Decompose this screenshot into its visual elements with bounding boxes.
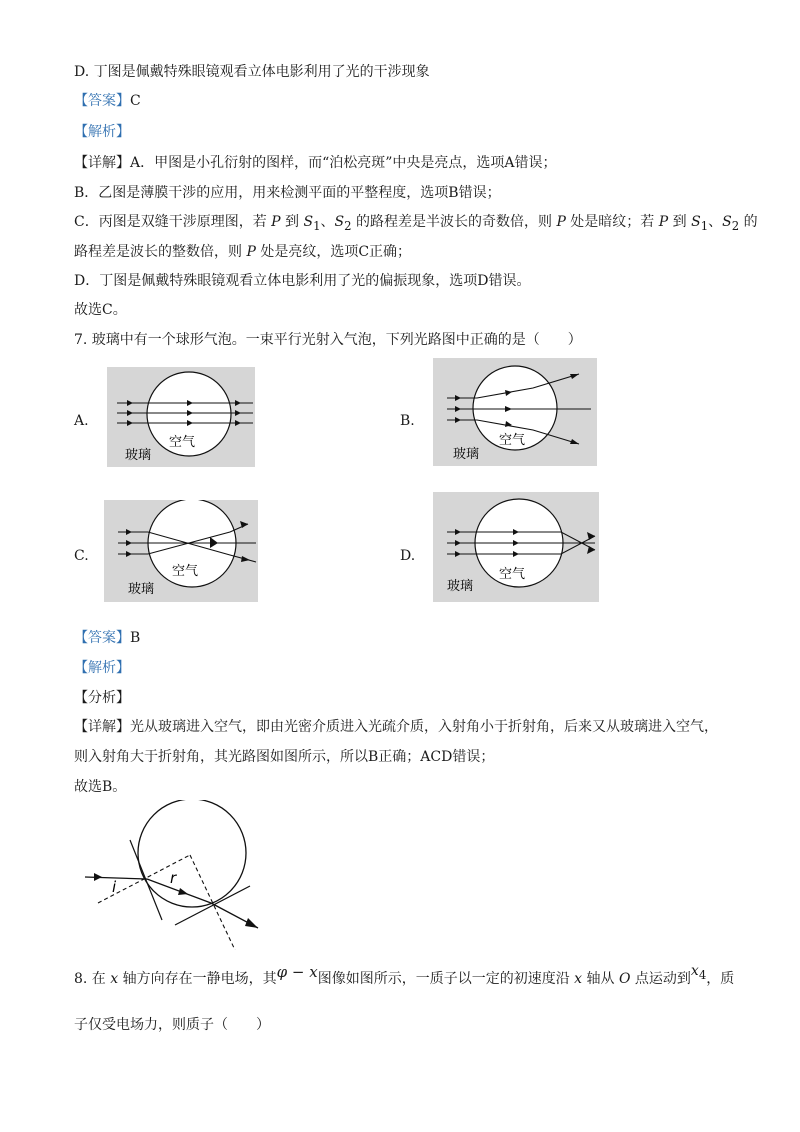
option-b-label: B. (400, 413, 415, 429)
option-c-figure (104, 500, 258, 602)
air-label: 空气 (169, 435, 196, 450)
option-d-label: D. (400, 548, 416, 564)
text-seg: ，质 (706, 971, 735, 987)
fenxi-tag: 【分析】 (74, 690, 130, 706)
angle-r-label: r (170, 869, 177, 887)
text-seg: 到 (280, 214, 304, 230)
q7-conclusion: 故选B。 (74, 779, 127, 795)
glass-label: 玻璃 (128, 582, 155, 597)
subscript: 2 (344, 218, 352, 233)
q7-detail-2: 则入射角大于折射角，其光路图如图所示，所以B正确；ACD错误； (74, 749, 495, 765)
symbol-p: P (271, 214, 281, 230)
analysis-tag: 【解析】 (74, 124, 130, 140)
detail-a-text: A．甲图是小孔衍射的图样，而“泊松亮斑”中央是亮点，选项A错误； (130, 155, 557, 171)
option-b-figure (433, 358, 597, 466)
symbol-x: x (574, 971, 583, 987)
air-label: 空气 (499, 433, 526, 448)
q7-question: 7. 玻璃中有一个球形气泡。一束平行光射入气泡，下列光路图中正确的是（ ） (74, 332, 582, 348)
bubble-circle (138, 800, 246, 907)
glass-label: 玻璃 (447, 579, 474, 594)
text-seg: 路程差是波长的整数倍，则 (74, 244, 247, 260)
option-a-figure (107, 367, 255, 467)
detail-text: 光从玻璃进入空气，即由光密介质进入光疏介质，入射角小于折射角，后来又从玻璃进入空气， (130, 719, 718, 735)
tangent-lines (130, 840, 250, 925)
answer-tag: 【答案】 (74, 630, 130, 646)
detail-c-line1 (74, 212, 758, 236)
text-seg: 轴方向存在一静电场，其 (118, 971, 277, 987)
text-seg: 的路程差是半波长的奇数倍，则 (351, 214, 557, 230)
text-seg: 图像如图所示，一质子以一定的初速度沿 (317, 971, 575, 987)
detail-tag: 【详解】 (74, 719, 130, 735)
text-seg: 、 (708, 214, 723, 230)
q7-answer-line (74, 628, 140, 648)
option-c-label: C. (74, 548, 89, 564)
text-seg: 到 (668, 214, 692, 230)
symbol-s2: S (722, 214, 732, 230)
option-d-figure (433, 492, 599, 602)
option-d-text: D. 丁图是佩戴特殊眼镜观看立体电影利用了光的干涉现象 (74, 64, 430, 80)
q8-line2: 子仅受电场力，则质子（ ） (74, 1017, 270, 1033)
glass-label: 玻璃 (453, 447, 480, 462)
symbol-x: x (690, 963, 699, 979)
detail-c-line2 (74, 242, 411, 262)
text-seg: 点运动到 (630, 971, 691, 987)
symbol-o: O (618, 971, 631, 987)
phi-x-symbol: φ − x (276, 963, 318, 981)
symbol-s2: S (334, 214, 345, 230)
q6-conclusion: 故选C。 (74, 302, 127, 318)
glass-label: 玻璃 (125, 448, 152, 463)
detail-a (74, 153, 557, 173)
detail-d: D．丁图是佩戴特殊眼镜观看立体电影利用了光的偏振现象，选项D错误。 (74, 273, 531, 289)
detail-b: B．乙图是薄膜干涉的应用，用来检测平面的平整程度，选项B错误； (74, 185, 501, 201)
symbol-p: P (658, 214, 669, 230)
answer-value: B (130, 630, 141, 646)
detail-tag: 【详解】 (74, 155, 130, 171)
subscript: 4 (698, 967, 707, 982)
answer-tag: 【答案】 (74, 93, 130, 109)
text-seg: 轴从 (582, 971, 619, 987)
air-label: 空气 (499, 567, 526, 582)
symbol-x: x (110, 971, 119, 987)
q7-detail-1 (74, 717, 718, 737)
symbol-p: P (246, 244, 256, 260)
q8-line1 (74, 963, 735, 993)
answer-line (74, 91, 141, 111)
symbol-s1: S (303, 214, 314, 230)
text-seg: 处是亮纹，选项C正确； (255, 244, 412, 260)
answer-value: C (130, 93, 141, 109)
option-a-label: A. (74, 413, 89, 429)
symbol-p: P (556, 214, 566, 230)
angle-i-label: i (112, 878, 117, 896)
text-seg: 8. 在 (74, 971, 111, 987)
refraction-diagram (80, 800, 280, 950)
subscript: 1 (700, 218, 709, 233)
analysis-tag: 【解析】 (74, 660, 130, 676)
text-seg: 、 (320, 214, 335, 230)
subscript: 1 (313, 218, 321, 233)
symbol-s1: S (691, 214, 701, 230)
air-label: 空气 (172, 564, 199, 579)
text-seg: 的 (739, 214, 758, 230)
text-seg: C．丙图是双缝干涉原理图，若 (74, 214, 272, 230)
x4-symbol (690, 963, 707, 982)
subscript: 2 (731, 218, 740, 233)
text-seg: 处是暗纹；若 (565, 214, 659, 230)
